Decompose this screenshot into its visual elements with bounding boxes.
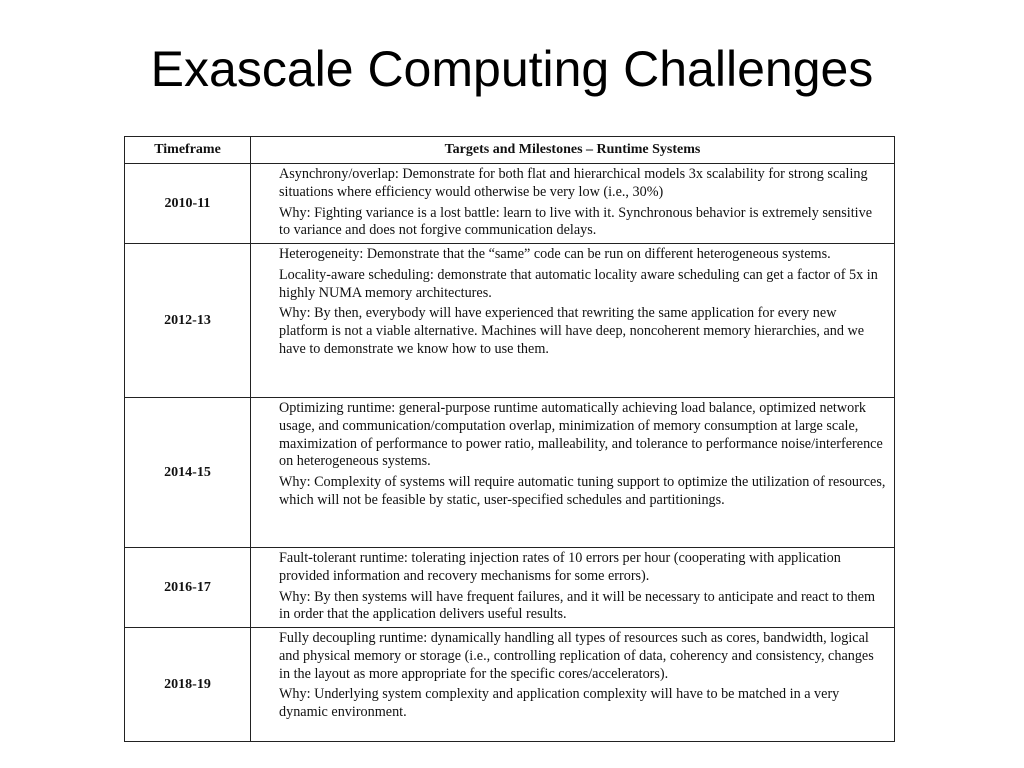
table-row (125, 164, 895, 244)
timeframe-cell: 2018-19 (125, 628, 251, 742)
table-row (125, 628, 895, 742)
targets-header: Targets and Milestones – Runtime Systems (251, 137, 895, 164)
milestone-paragraph: Asynchrony/overlap: Demonstrate for both flat and hierarchical models 3x scalability for strong scaling situations where efficiency would otherwise be very low (i.e., 30%) (279, 166, 868, 200)
milestone-cell (251, 244, 895, 398)
milestone-cell (251, 164, 895, 244)
table-header-row (125, 137, 895, 164)
timeframe-cell: 2016-17 (125, 548, 251, 628)
milestone-paragraph: Why: Complexity of systems will require automatic tuning support to optimize the utilization of resources, which will not be feasible by static, user-specified schedules and partitionings. (279, 474, 886, 508)
table-row (125, 398, 895, 548)
milestone-cell (251, 628, 895, 742)
milestone-paragraph: Heterogeneity: Demonstrate that the “same” code can be run on different heterogeneous systems. (279, 246, 831, 262)
slide-title: Exascale Computing Challenges (150, 41, 874, 97)
milestone-cell (251, 548, 895, 628)
milestone-paragraph: Why: Underlying system complexity and application complexity will have to be matched in a very dynamic environment. (279, 686, 840, 721)
milestone-paragraph: Optimizing runtime: general-purpose runtime automatically achieving load balance, optimized network usage, and communication/computation overlap, minimization of memory consumption at large scale, maximization of performance to power ratio, malleability, and tolerance to performance noise/interference on heterogeneous systems. (279, 400, 883, 470)
timeframe-cell: 2010-11 (125, 164, 251, 244)
timeframe-header: Timeframe (125, 137, 251, 164)
milestone-cell (251, 398, 895, 548)
milestone-paragraph: Why: By then systems will have frequent failures, and it will be necessary to anticipate and react to them in order that the application delivers useful results. (279, 588, 876, 623)
table-row (125, 548, 895, 628)
milestone-paragraph: Why: Fighting variance is a lost battle: learn to live with it. Synchronous behavior is extremely sensitive to variance and does not forgive communication delays. (279, 204, 872, 239)
milestone-paragraph: Why: By then, everybody will have experienced that rewriting the same application for every new platform is not a viable alternative. Machines will have deep, noncoherent memory hierarchies, and we have to demonstrate we know how to use them. (279, 305, 865, 357)
timeframe-cell: 2012-13 (125, 244, 251, 398)
timeframe-cell: 2014-15 (125, 398, 251, 548)
milestone-paragraph: Fully decoupling runtime: dynamically handling all types of resources such as cores, bandwidth, logical and physical memory or storage (i.e., controlling replication of data, coherency and consistency, changes in the layout as more appropriate for the specific cores/accelerators). (279, 630, 874, 682)
table-row (125, 244, 895, 398)
milestones-table-container (124, 136, 895, 742)
milestones-table (124, 136, 895, 742)
milestone-paragraph: Fault-tolerant runtime: tolerating injection rates of 10 errors per hour (cooperating with application provided information and recovery mechanisms for some errors). (279, 550, 841, 584)
milestone-paragraph: Locality-aware scheduling: demonstrate that automatic locality aware scheduling can get a factor of 5x in highly NUMA memory architectures. (279, 266, 878, 301)
